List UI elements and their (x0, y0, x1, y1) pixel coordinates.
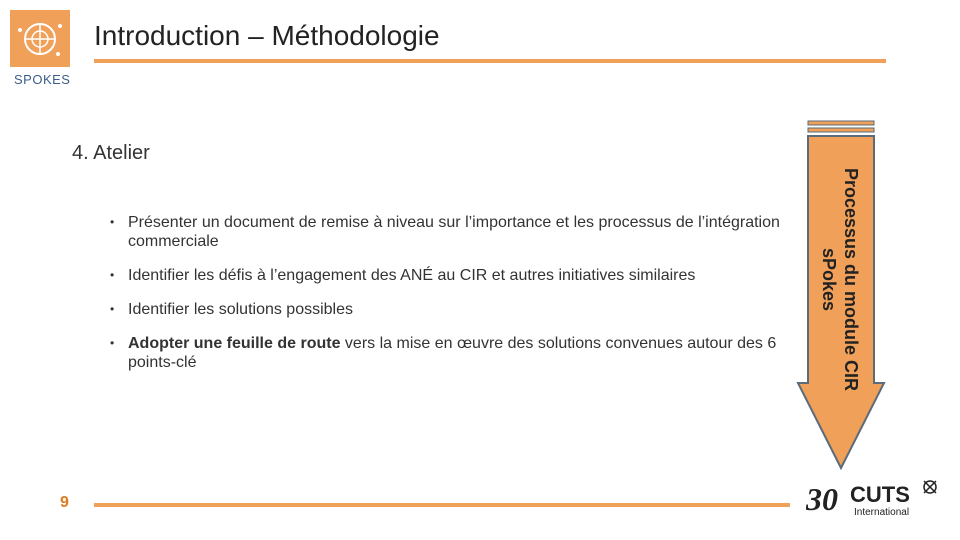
arrow-label-line2: sPokes (819, 248, 839, 312)
title-divider (94, 59, 886, 63)
globe-icon (10, 10, 70, 67)
bullet-item (110, 334, 790, 372)
spokes-logo-mark (10, 10, 70, 67)
bullet-text: Présenter un document de remise à niveau sur l’importance et les processus de l’intégration commerciale (128, 214, 780, 250)
cuts-logo-subword: International (854, 507, 910, 518)
bullet-text: Identifier les défis à l’engagement des ANÉ au CIR et autres initiatives similaires (128, 267, 696, 284)
cuts-international-logo (806, 478, 946, 520)
footer-divider (94, 503, 790, 507)
bullet-item (110, 266, 790, 285)
bullet-text: Identifier les solutions possibles (128, 301, 354, 318)
cuts-logo-number: 30 (806, 481, 838, 517)
bullet-item (110, 213, 790, 251)
section-subtitle: 4. Atelier (72, 142, 150, 164)
arrow-label (812, 155, 868, 405)
arrow-label-line1: Processus du module CIR (841, 168, 861, 392)
cuts-logo-graphic (806, 478, 946, 520)
bullet-item (110, 300, 790, 319)
bullet-list (110, 213, 790, 372)
bullet-text: vers la mise en œuvre des solutions convenues autour des 6 points-clé (128, 335, 777, 371)
spokes-logo-text: SPOKES (14, 72, 71, 87)
page-title: Introduction – Méthodologie (94, 20, 440, 51)
bullet-bold-text: Adopter une feuille de route (128, 335, 341, 352)
page-number: 9 (60, 494, 69, 511)
cuts-logo-word: CUTS (850, 482, 910, 507)
